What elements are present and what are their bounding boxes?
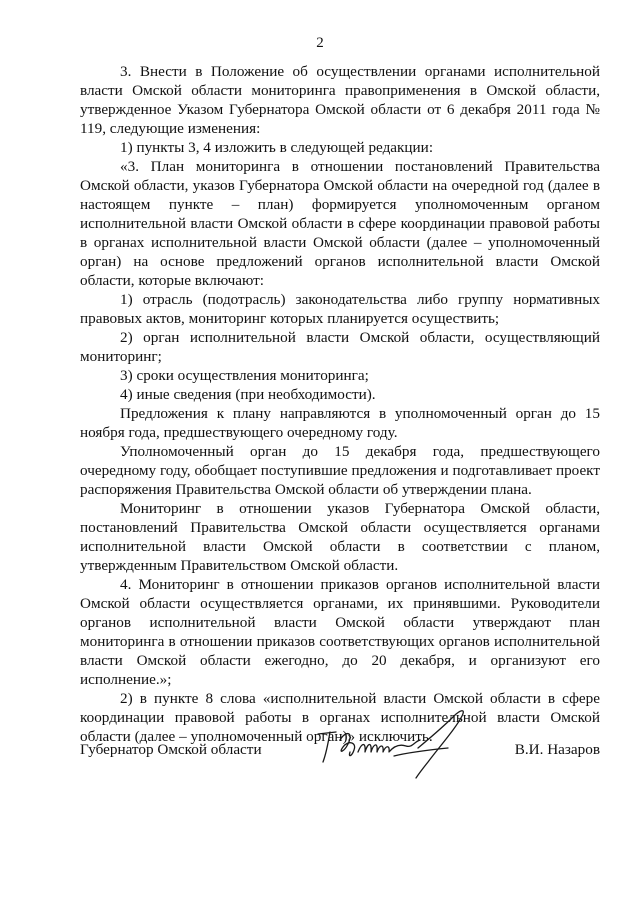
paragraph-subitem-1: 1) отрасль (подотрасль) законодательства либо группу нормативных правовых актов, мониторинг которых планируется осуществить; bbox=[80, 291, 600, 327]
paragraph-proposals: Предложения к плану направляются в уполномоченный орган до 15 ноября года, предшествующего очередному году. bbox=[80, 405, 600, 441]
paragraph-clause-4: 4. Мониторинг в отношении приказов органов исполнительной власти Омской области осуществляется органами, их принявшими. Руководители органов исполнительной власти Омской области утверждают план мониторинга в отношении приказов соответствующих органов исполнительной власти Омской области ежегодно, до 20 декабря, и организуют его исполнение.»; bbox=[80, 576, 600, 688]
signatory-name: В.И. Назаров bbox=[514, 741, 600, 758]
paragraph-subitem-3: 3) сроки осуществления мониторинга; bbox=[120, 367, 369, 384]
page-number: 2 bbox=[316, 35, 324, 51]
handwritten-signature-icon bbox=[310, 700, 480, 780]
document-body bbox=[80, 62, 600, 746]
paragraph-amendment-intro: 3. Внести в Положение об осуществлении органами исполнительной власти Омской области мониторинга правоприменения в Омской области, утвержденное Указом Губернатора Омской области от 6 декабря 2011 года № 119, следующие изменения: bbox=[80, 63, 600, 137]
paragraph-authorized-body: Уполномоченный орган до 15 декабря года, предшествующего очередному году, обобщает поступившие предложения и подготавливает проект распоряжения Правительства Омской области об утверждении плана. bbox=[80, 443, 600, 498]
paragraph-subitem-4: 4) иные сведения (при необходимости). bbox=[120, 386, 376, 403]
signatory-title: Губернатор Омской области bbox=[80, 741, 262, 758]
paragraph-clause-3: «3. План мониторинга в отношении постановлений Правительства Омской области, указов Губернатора Омской области на очередной год (далее в настоящем пункте – план) формируется уполномоченным органом исполнительной власти Омской области в сфере координации правовой работы в органах исполнительной власти Омской области (далее – уполномоченный орган) на основе предложений органов исполнительной власти Омской области, которые включают: bbox=[80, 158, 600, 289]
paragraph-monitoring-decrees: Мониторинг в отношении указов Губернатора Омской области, постановлений Правительства Омской области осуществляется органами исполнительной власти Омской области в соответствии с планом, утвержденным Правительством Омской области. bbox=[80, 500, 600, 574]
paragraph-item-2: 2) в пункте 8 слова «исполнительной власти Омской области в сфере координации правовой работы в органах исполнительной власти Омской области (далее – уполномоченный орган)» исключить. bbox=[80, 690, 600, 745]
paragraph-subitem-2: 2) орган исполнительной власти Омской области, осуществляющий мониторинг; bbox=[80, 329, 600, 365]
signature-block bbox=[80, 700, 600, 790]
paragraph-item-1: 1) пункты 3, 4 изложить в следующей редакции: bbox=[120, 139, 434, 156]
